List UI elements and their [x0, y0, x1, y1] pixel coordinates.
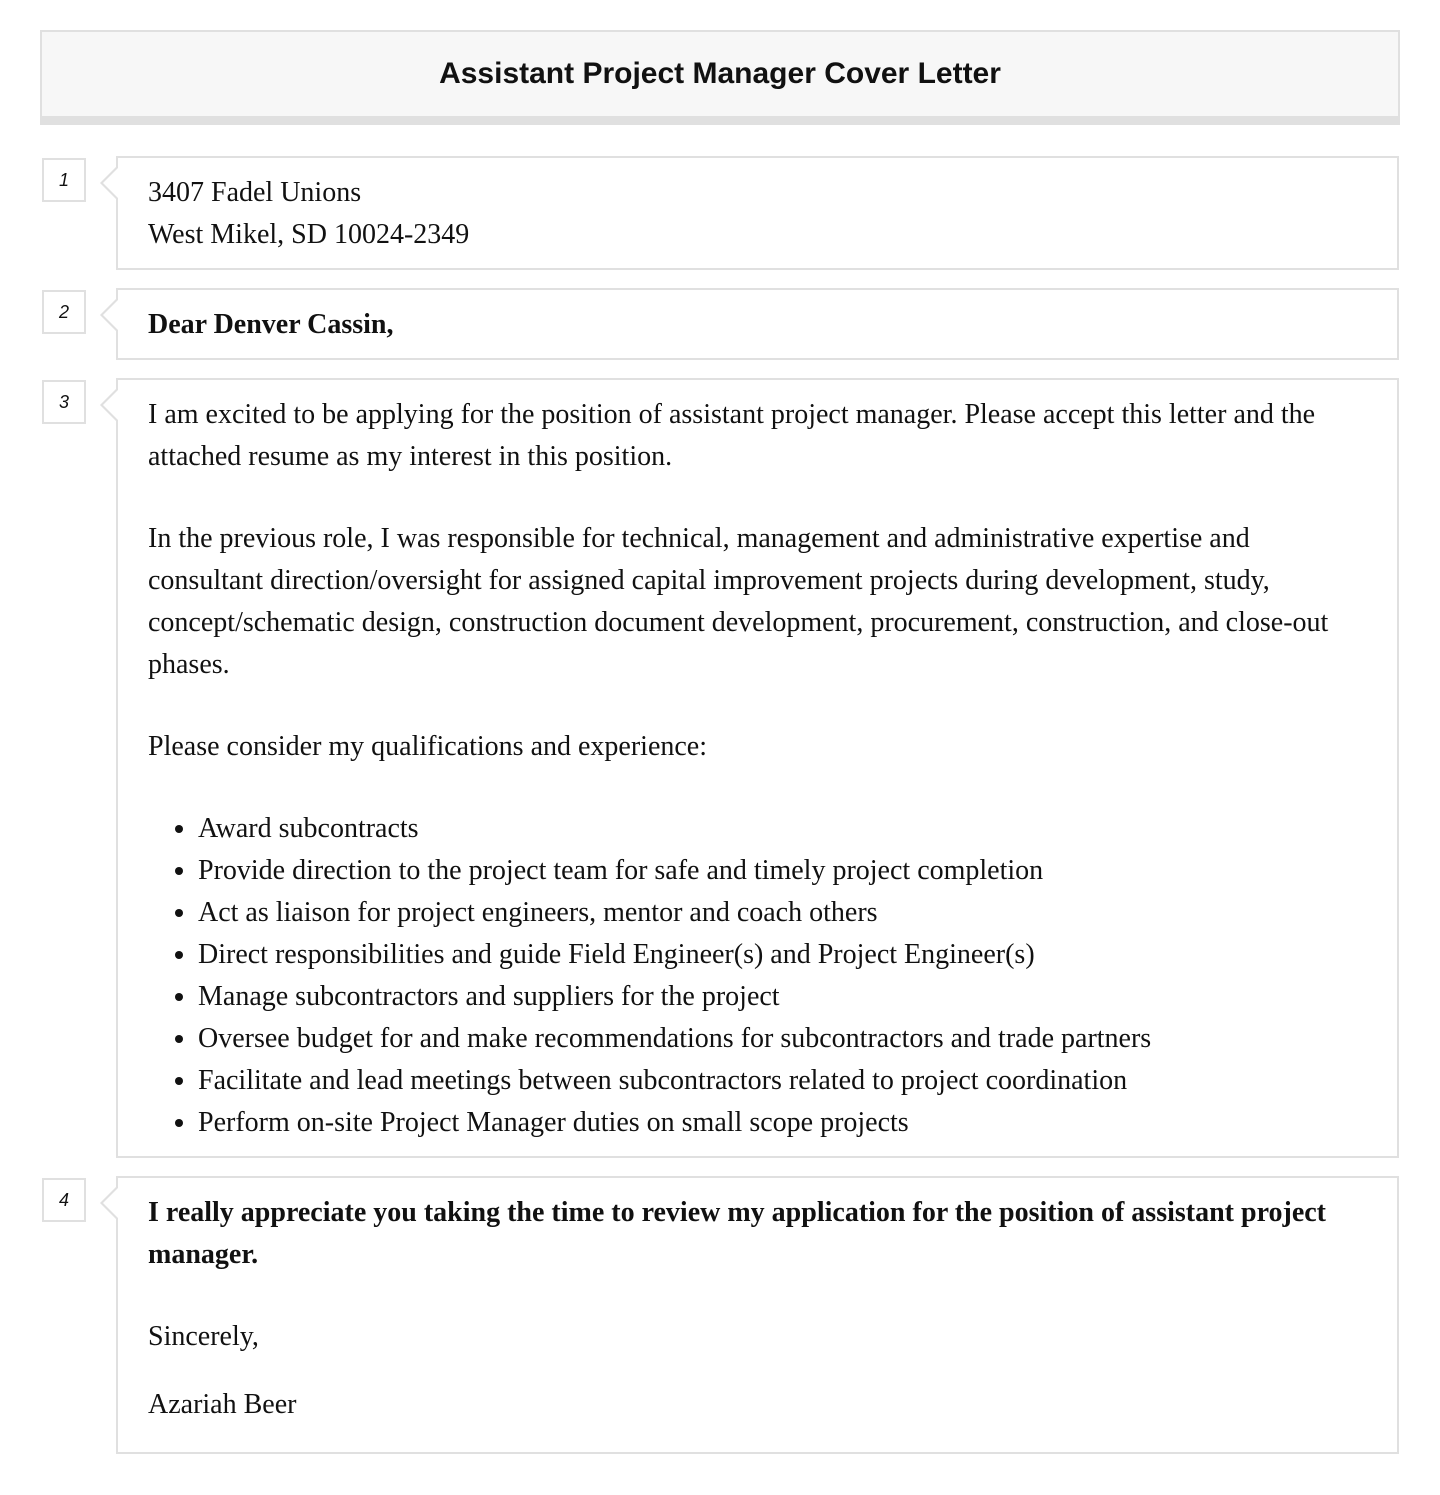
- title-bar: [40, 30, 1400, 125]
- page-title: Assistant Project Manager Cover Letter: [439, 57, 1001, 90]
- section-number: 3: [42, 380, 86, 424]
- address-line-2: West Mikel, SD 10024-2349: [148, 219, 470, 250]
- body-block: [116, 378, 1399, 1158]
- list-item: • Perform on-site Project Manager duties on small scope projects: [198, 1102, 1367, 1144]
- signer-name: Azariah Beer: [148, 1389, 297, 1420]
- list-item: • Provide direction to the project team for safe and timely project completion: [198, 850, 1367, 892]
- salutation-block: [116, 288, 1399, 360]
- section-number: 4: [42, 1178, 86, 1222]
- list-item: • Direct responsibilities and guide Field Engineer(s) and Project Engineer(s): [198, 934, 1367, 976]
- closing-block: [116, 1176, 1399, 1454]
- qualifications-list: [148, 808, 1367, 1144]
- qualifications-intro: Please consider my qualifications and experience:: [148, 731, 708, 762]
- address-line-1: 3407 Fadel Unions: [148, 177, 362, 208]
- closing-paragraph: I really appreciate you taking the time to review my application for the position of assistant project manager.: [148, 1197, 1326, 1270]
- intro-paragraph: I am excited to be applying for the position of assistant project manager. Please accept this letter and the attached resume as my interest in this position.: [148, 399, 1316, 472]
- section-number: 1: [42, 158, 86, 202]
- list-item: • Manage subcontractors and suppliers for the project: [198, 976, 1367, 1018]
- signoff: Sincerely,: [148, 1321, 259, 1352]
- salutation: Dear Denver Cassin,: [148, 309, 394, 340]
- list-item: • Act as liaison for project engineers, mentor and coach others: [198, 892, 1367, 934]
- experience-paragraph: In the previous role, I was responsible for technical, management and administrative expertise and consultant direction/oversight for assigned capital improvement projects during development, study, concept/schematic design, construction document development, procurement, construction, and close-out phases.: [148, 523, 1329, 680]
- section-number: 2: [42, 290, 86, 334]
- address-block: [116, 156, 1399, 270]
- list-item: • Facilitate and lead meetings between subcontractors related to project coordination: [198, 1060, 1367, 1102]
- list-item: • Oversee budget for and make recommendations for subcontractors and trade partners: [198, 1018, 1367, 1060]
- list-item: • Award subcontracts: [198, 808, 1367, 850]
